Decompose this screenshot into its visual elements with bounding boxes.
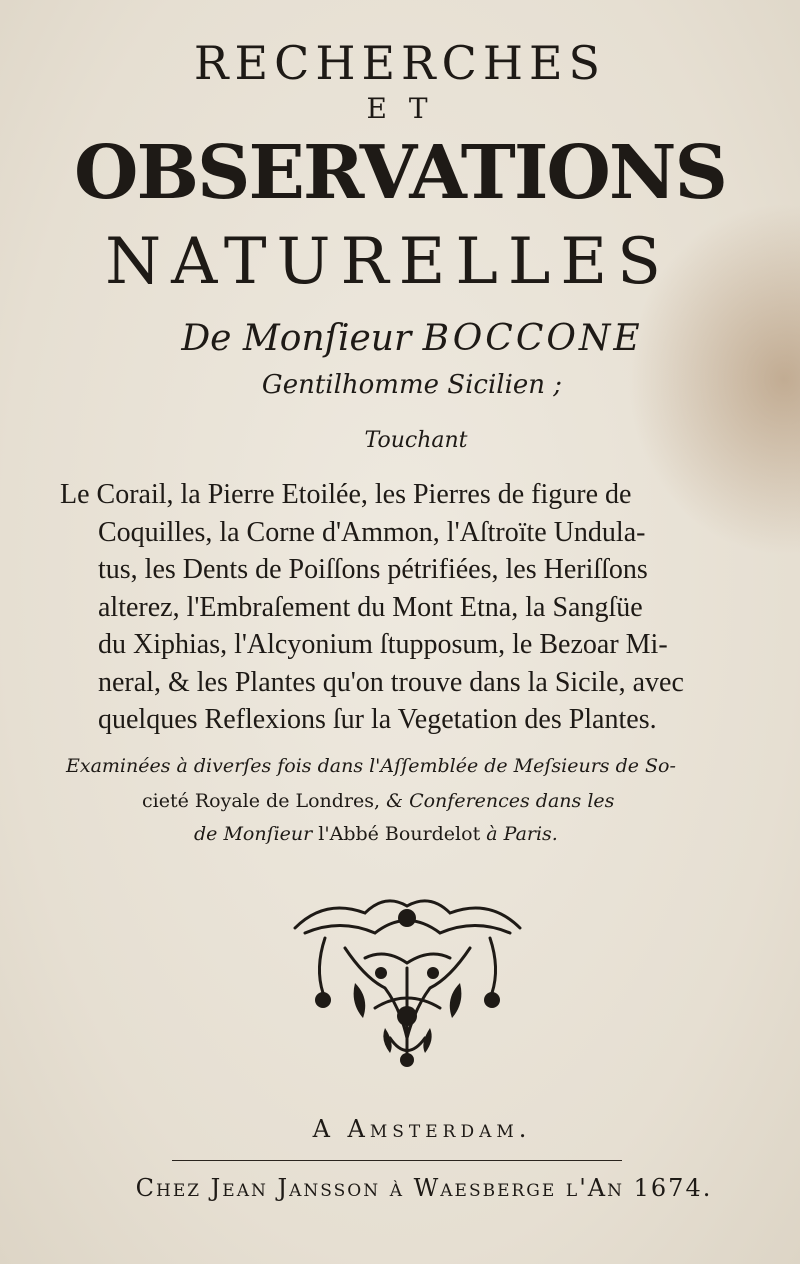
examined-bourdelot: l'Abbé Bourdelot xyxy=(318,823,481,845)
author-rank: Gentilhomme Sicilien ; xyxy=(261,370,563,400)
imprint-city: A Amsterdam. xyxy=(312,1115,532,1143)
imprint-rule xyxy=(172,1160,622,1161)
title-recherches: RECHERCHES xyxy=(193,36,607,90)
author-prefix: De Monſieur xyxy=(181,318,412,359)
examined-monsieur: de Monſieur xyxy=(194,823,313,845)
title-et: ET xyxy=(366,92,450,125)
subject-line: neral, & les Plantes qu'on trouve dans la Sicile, avec xyxy=(98,666,684,698)
ornament-icon xyxy=(285,888,530,1073)
examined-line-3 xyxy=(194,823,558,845)
subject-list xyxy=(60,476,770,739)
examined-line-2 xyxy=(142,790,614,812)
subject-line: alterez, l'Embraſement du Mont Etna, la Sangſüe xyxy=(98,591,643,623)
subject-line: Le Corail, la Pierre Etoilée, les Pierres de figure de xyxy=(60,479,632,510)
examined-society: cieté Royale de Londres, xyxy=(142,790,381,812)
examined-conferences: & Conferences dans les xyxy=(386,790,615,812)
subject-line: quelques Reflexions ſur la Vegetation des Plantes. xyxy=(98,704,657,735)
examined-line-1: Examinées à diverſes fois dans l'Aſſemblée de Meſsieurs de So- xyxy=(66,755,676,777)
author-line xyxy=(12,318,800,359)
author-name: BOCCONE xyxy=(422,318,643,359)
imprint-publisher: Chez Jean Jansson à Waesberge l'An 1674. xyxy=(135,1174,713,1202)
examined-paris: à Paris. xyxy=(486,823,558,845)
subject-heading: Touchant xyxy=(364,428,468,453)
subject-line: du Xiphias, l'Alcyonium ſtupposum, le Bezoar Mi- xyxy=(98,629,668,660)
title-naturelles: NATURELLES xyxy=(105,225,671,299)
subject-line: tus, les Dents de Poiſſons pétrifiées, les Heriſſons xyxy=(98,554,648,585)
title-observations: OBSERVATIONS xyxy=(74,130,726,216)
subject-line: Coquilles, la Corne d'Ammon, l'Aſtroïte Undula- xyxy=(98,516,646,548)
